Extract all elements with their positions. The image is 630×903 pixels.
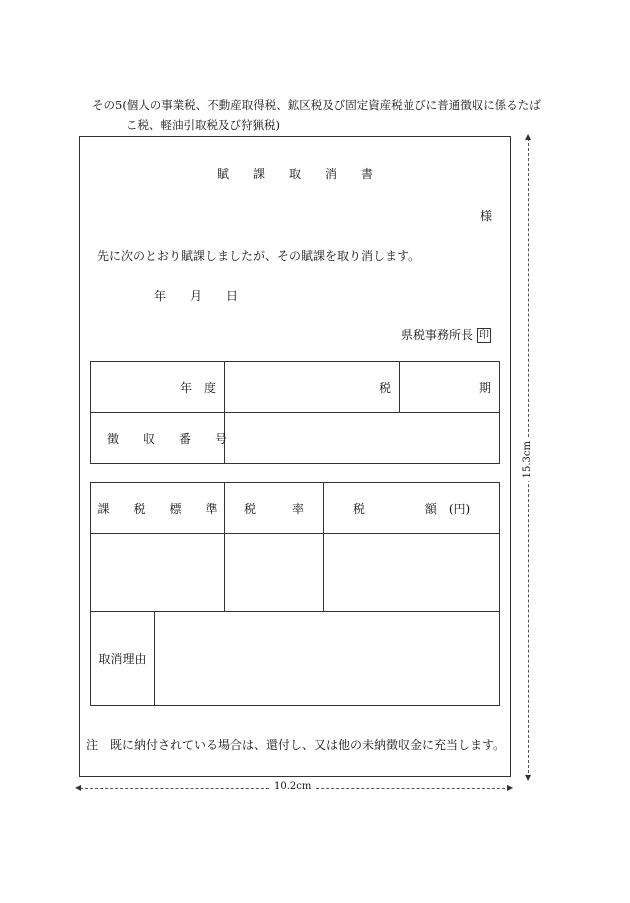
year-tax-table xyxy=(90,361,500,464)
standard-label: 課 税 標 準 xyxy=(91,483,225,534)
tax-calc-table xyxy=(90,482,500,706)
collection-number-value[interactable] xyxy=(225,413,500,464)
seal-mark: 印 xyxy=(479,330,490,341)
footnote: 注 既に納付されている場合は、還付し、又は他の未納徴収金に充当します。 xyxy=(86,738,506,752)
date-line: 年 月 日 xyxy=(154,289,239,303)
amount-value[interactable] xyxy=(324,534,500,612)
body-text: 先に次のとおり賦課しましたが、その賦課を取り消します。 xyxy=(97,249,421,263)
year-label: 年 度 xyxy=(91,362,225,413)
arrow-left-icon: ◀ xyxy=(75,783,82,792)
arrow-right-icon: ▶ xyxy=(507,783,514,792)
height-label: 15.3cm xyxy=(522,438,533,481)
tax-label: 税 xyxy=(225,362,400,413)
rate-label: 税 率 xyxy=(225,483,324,534)
period-label: 期 xyxy=(400,362,500,413)
addressee-suffix: 様 xyxy=(480,209,493,223)
issuer-title: 県税事務所長 xyxy=(401,328,474,342)
rate-value[interactable] xyxy=(225,534,324,612)
header-line-2: こ税、軽油引取税及び狩猟税) xyxy=(126,118,280,132)
collection-number-label: 徴 収 番 号 xyxy=(91,413,225,464)
arrow-up-icon: ▲ xyxy=(525,132,532,141)
issuer-line xyxy=(401,326,491,343)
amount-label: 税 額 (円) xyxy=(324,483,500,534)
standard-value[interactable] xyxy=(91,534,225,612)
reason-label: 取消理由 xyxy=(91,612,155,706)
reason-value[interactable] xyxy=(155,612,500,706)
header-line-1: その5(個人の事業税、不動産取得税、鉱区税及び固定資産税並びに普通徴収に係るたば xyxy=(92,98,541,112)
arrow-down-icon: ▼ xyxy=(525,773,532,782)
width-label: 10.2cm xyxy=(270,781,315,792)
form-title: 賦 課 取 消 書 xyxy=(217,167,374,181)
